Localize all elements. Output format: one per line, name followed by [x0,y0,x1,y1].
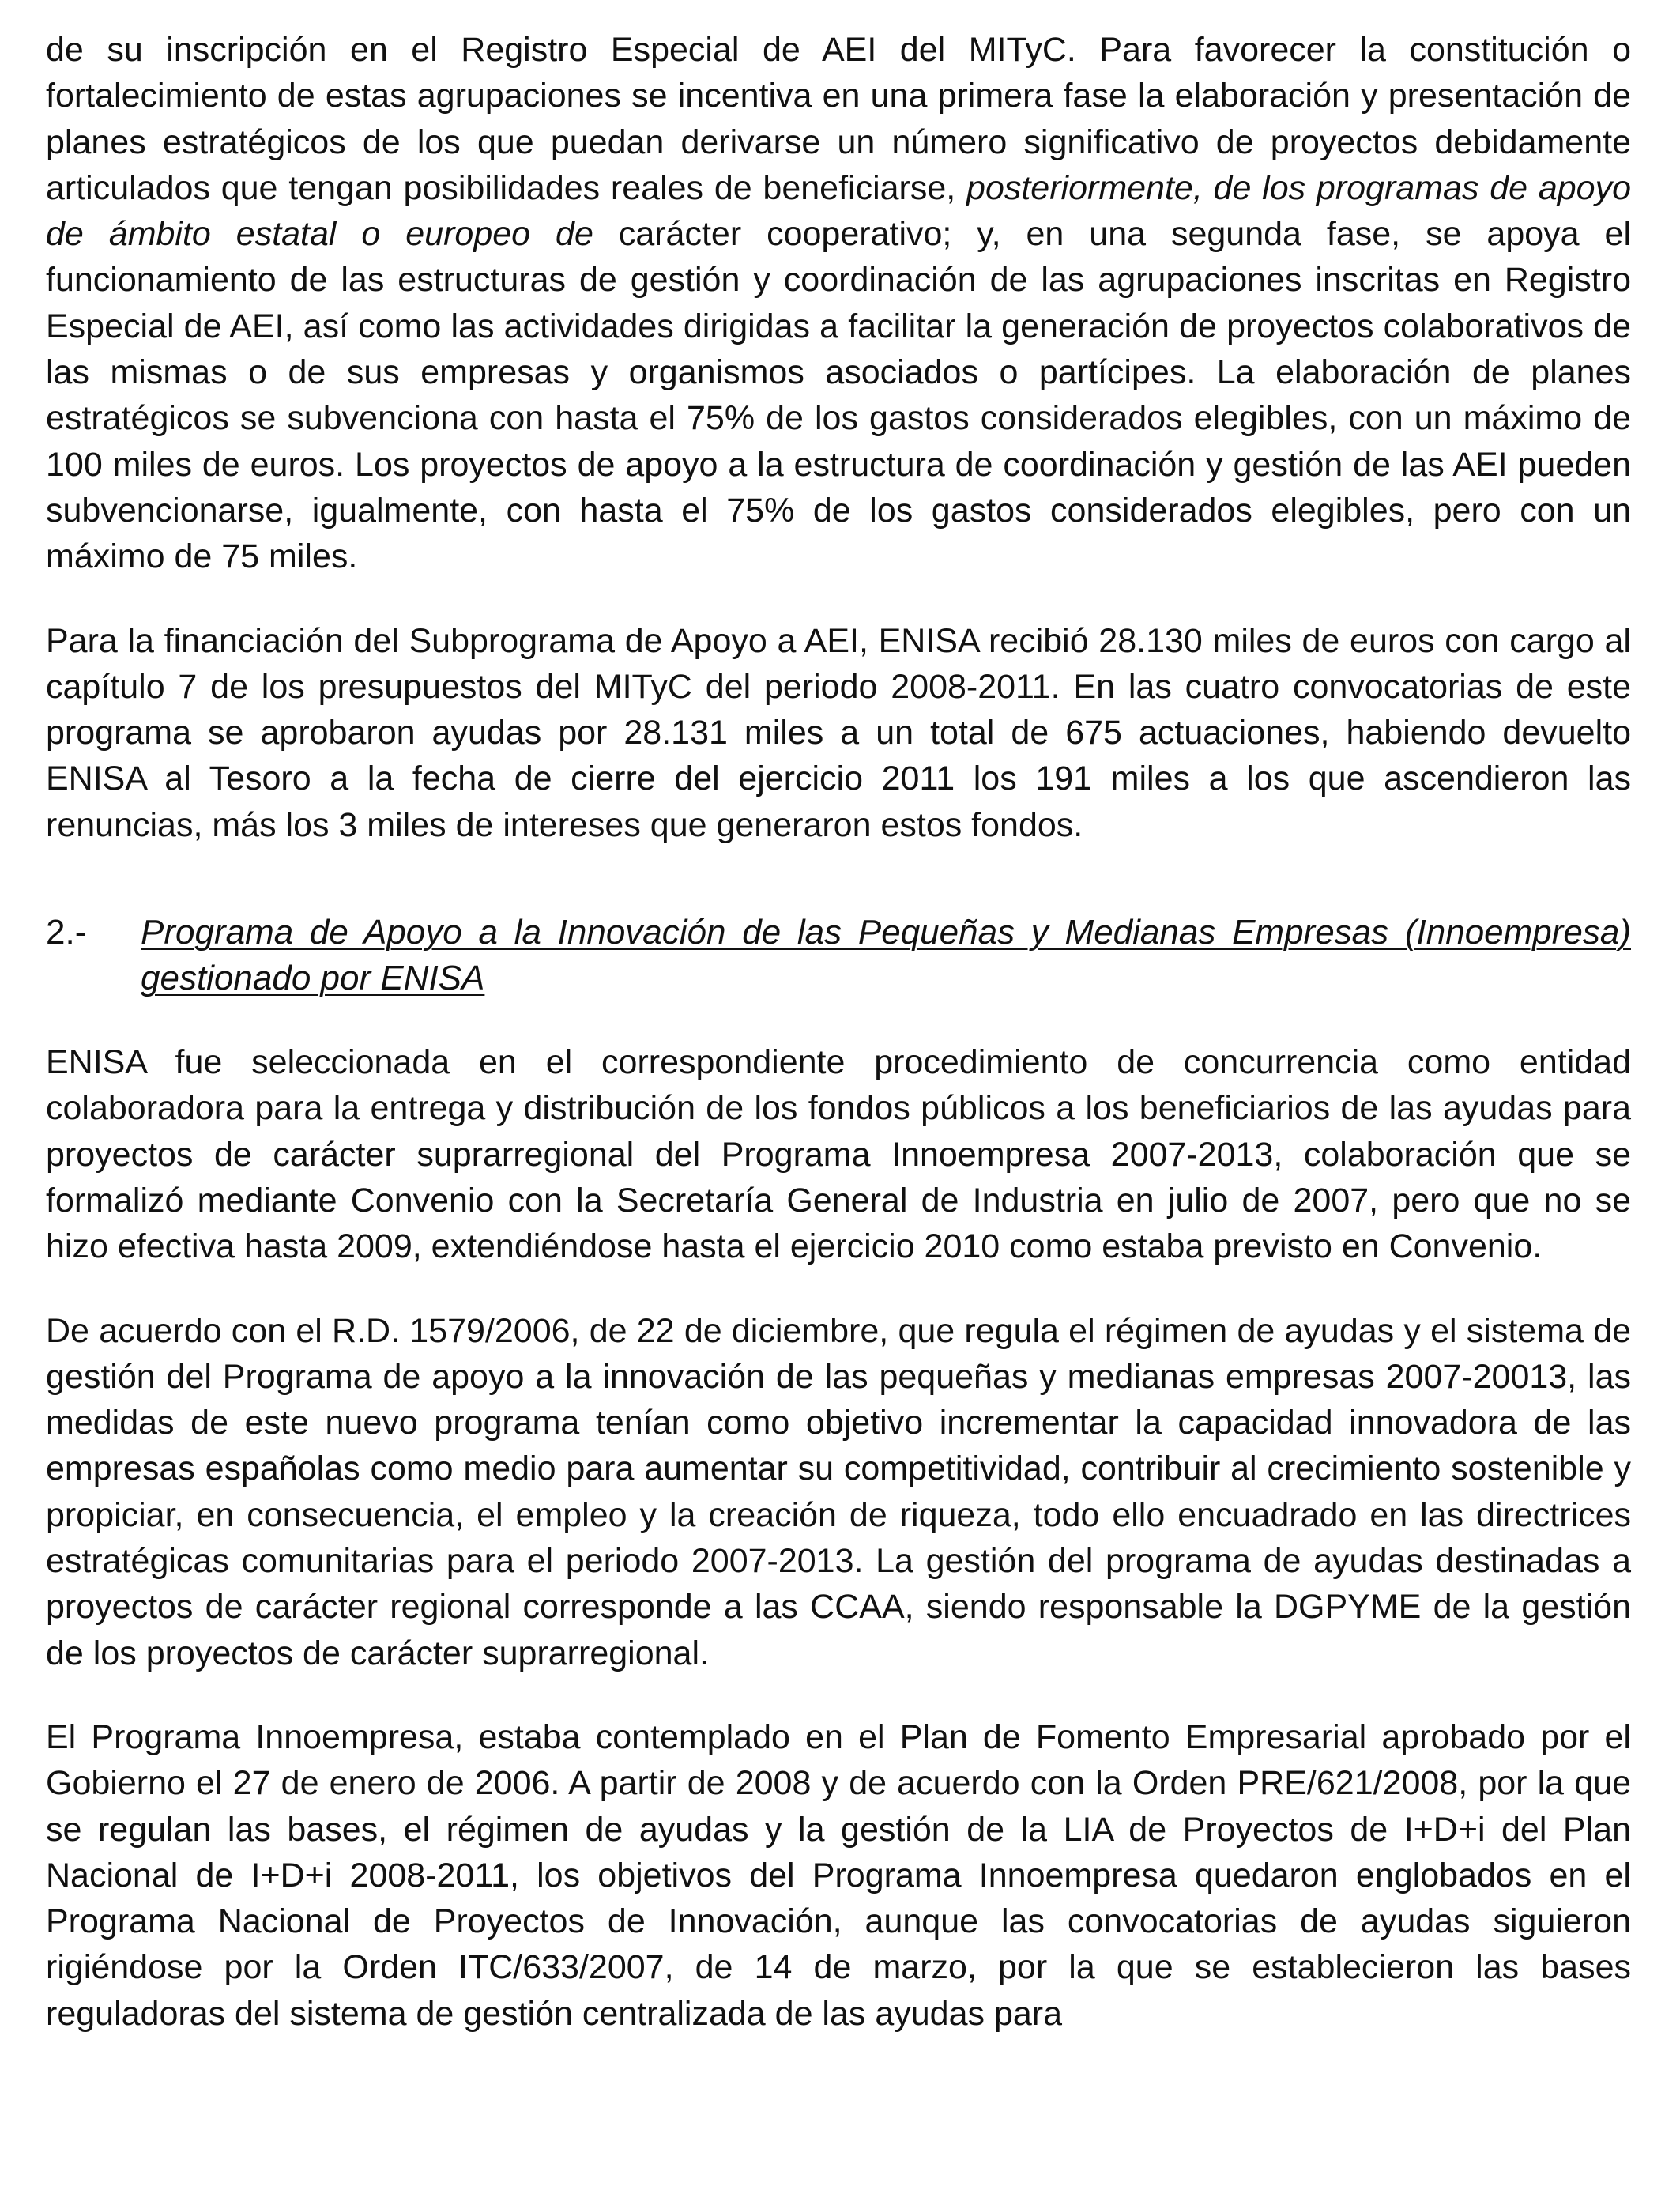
paragraph-rd-1579: De acuerdo con el R.D. 1579/2006, de 22 de diciembre, que regula el régimen de ayudas y el sistema de gestión del Programa de apoyo a la innovación de las pequeñas y medianas empresas 2007-20013, las medidas de este nuevo programa tenían como objetivo incrementar la capacidad innovadora de las empresas españolas como medio para aumentar su competitividad, contribuir al crecimiento sostenible y propiciar, en consecuencia, el empleo y la creación de riqueza, todo ello encuadrado en las directrices estratégicas comunitarias para el periodo 2007-2013. La gestión del programa de ayudas destinadas a proyectos de carácter regional corresponde a las CCAA, siendo responsable la DGPYME de la gestión de los proyectos de carácter suprarregional. [46,1311,1631,1672]
section-heading [46,910,1631,1001]
paragraph-aei-program-part2: carácter cooperativo; y, en una segunda fase, se apoya el funcionamiento de las estructuras de gestión y coordinación de las agrupaciones inscritas en Registro Especial de AEI, así como las actividades dirigidas a facilitar la generación de proyectos colaborativos de las mismas o de sus empresas y organismos asociados o partícipes. La elaboración de planes estratégicos se subvenciona con hasta el 75% de los gastos considerados elegibles, con un máximo de 100 miles de euros. Los proyectos de apoyo a la estructura de coordinación y gestión de las AEI pueden subvencionarse, igualmente, con hasta el 75% de los gastos considerados elegibles, pero con un máximo de 75 miles. [46,215,1632,576]
paragraph-aei-program-italic: posteriormente, de los programas de apoyo de ámbito estatal o europeo de [46,168,1631,254]
paragraph-aei-funding: Para la financiación del Subprograma de Apoyo a AEI, ENISA recibió 28.130 miles de euros con cargo al capítulo 7 de los presupuestos del MITyC del periodo 2008-2011. En las cuatro convocatorias de este programa se aprobaron ayudas por 28.131 miles a un total de 675 actuaciones, habiendo devuelto ENISA al Tesoro a la fecha de cierre del ejercicio 2011 los 191 miles a los que ascendieron las renuncias, más los 3 miles de intereses que generaron estos fondos. [46,621,1631,844]
paragraph-enisa-selection: ENISA fue seleccionada en el correspondiente procedimiento de concurrencia como entidad colaboradora para la entrega y distribución de los fondos públicos a los beneficiarios de las ayudas para proyectos de carácter suprarregional del Programa Innoempresa 2007-2013, colaboración que se formalizó mediante Convenio con la Secretaría General de Industria en julio de 2007, pero que no se hizo efectiva hasta 2009, extendiéndose hasta el ejercicio 2010 como estaba previsto en Convenio. [46,1043,1631,1266]
document-page [46,27,1631,2037]
section-number: 2.- [46,913,87,952]
paragraph-aei-program-part1: de su inscripción en el Registro Especial de AEI del MITyC. Para favorecer la constitución o fortalecimiento de estas agrupaciones se incentiva en una primera fase la elaboración y presentación de planes estratégicos de los que puedan derivarse un número significativo de proyectos debidamente articulados que tengan posibilidades reales de beneficiarse, [46,31,1631,207]
section-title: Programa de Apoyo a la Innovación de las Pequeñas y Medianas Empresas (Innoempresa) gestionado por ENISA [141,913,1631,998]
paragraph-aei-program [46,27,1631,580]
paragraph-innoempresa-plan: El Programa Innoempresa, estaba contemplado en el Plan de Fomento Empresarial aprobado por el Gobierno el 27 de enero de 2006. A partir de 2008 y de acuerdo con la Orden PRE/621/2008, por la que se regulan las bases, el régimen de ayudas y la gestión de la LIA de Proyectos de I+D+i del Plan Nacional de I+D+i 2008-2011, los objetivos del Programa Innoempresa quedaron englobados en el Programa Nacional de Proyectos de Innovación, aunque las convocatorias de ayudas siguieron rigiéndose por la Orden ITC/633/2007, de 14 de marzo, por la que se establecieron las bases reguladoras del sistema de gestión centralizada de las ayudas para [46,1717,1631,2033]
